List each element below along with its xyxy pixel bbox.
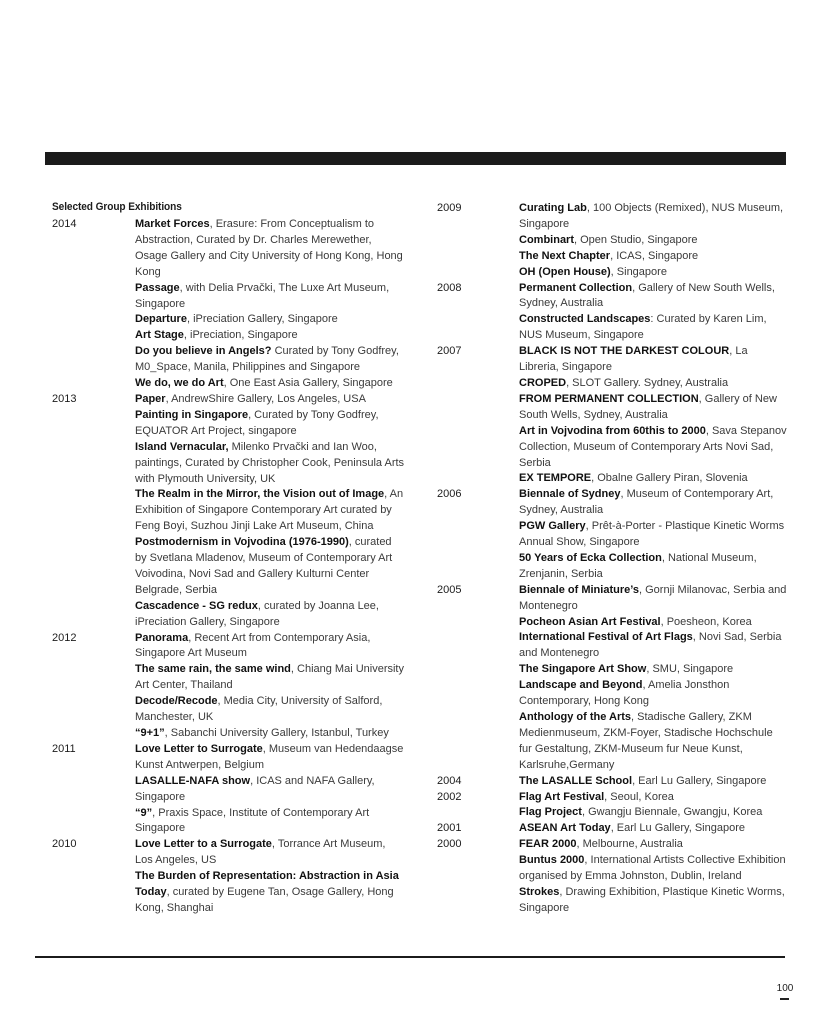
year-block — [437, 201, 787, 281]
exhibition-details: , Media City, University of Salford, Manchester, UK — [135, 695, 383, 724]
exhibition-title: Island Vernacular, — [135, 440, 229, 453]
exhibition-details: , Gornji Milanovac, Serbia and Montenegro — [519, 583, 787, 612]
exhibition-entry — [135, 281, 405, 313]
exhibition-list — [519, 774, 787, 790]
exhibition-details: , Torrance Art Museum, Los Angeles, US — [135, 838, 386, 867]
exhibition-title: BLACK IS NOT THE DARKEST COLOUR — [519, 345, 730, 358]
exhibition-entry — [519, 249, 787, 265]
header-bar — [45, 152, 786, 165]
exhibition-title: OH (Open House) — [519, 265, 611, 278]
exhibition-entry — [135, 440, 405, 488]
exhibition-title: Do you believe in Angels? — [135, 345, 272, 358]
right-column — [437, 201, 787, 917]
year-block — [437, 774, 787, 790]
exhibition-details: , Poesheon, Korea — [660, 615, 752, 628]
year-label: 2000 — [437, 838, 462, 851]
page-number: 100 — [776, 983, 794, 994]
exhibition-title: We do, we do Art — [135, 377, 224, 390]
exhibition-list — [519, 201, 787, 281]
page-number-dash — [780, 998, 789, 1000]
exhibition-title: Strokes — [519, 885, 560, 898]
exhibition-details: , Obalne Gallery Piran, Slovenia — [591, 472, 748, 485]
year-block — [437, 837, 787, 917]
year-block — [52, 742, 412, 837]
exhibition-title: PGW Gallery — [519, 520, 586, 533]
exhibition-entry — [135, 631, 405, 663]
exhibition-title: Departure — [135, 313, 187, 326]
exhibition-entry — [519, 678, 787, 710]
exhibition-list — [519, 821, 787, 837]
exhibition-details: , Melbourne, Australia — [576, 838, 683, 851]
year-block — [52, 392, 412, 631]
exhibition-entry — [519, 201, 787, 233]
exhibition-entry — [519, 344, 787, 376]
exhibition-details: , curated by Svetlana Mladenov, Museum of Contemporary Art Voivodina, Novi Sad and Gallery Kulturni Center Belgrade, Serbia — [135, 536, 393, 596]
exhibition-entry — [135, 344, 405, 376]
year-label: 2013 — [52, 392, 77, 405]
exhibition-entry — [519, 837, 787, 853]
exhibition-entry — [519, 519, 787, 551]
exhibition-title: “9+1” — [135, 727, 165, 739]
exhibition-details: , Recent Art from Contemporary Asia, Singapore Art Museum — [135, 631, 371, 660]
exhibition-title: Art in Vojvodina from 60this to 2000 — [519, 424, 706, 437]
year-label: 2006 — [437, 488, 462, 501]
exhibition-details: , An Exhibition of Singapore Contemporary Art curated by Feng Boyi, Suzhou Jinji Lake Art Museum, China — [135, 488, 404, 533]
exhibition-title: 50 Years of Ecka Collection — [519, 551, 662, 564]
left-column — [52, 217, 412, 917]
exhibition-details: , Prêt-à-Porter - Plastique Kinetic Worms Annual Show, Singapore — [519, 520, 785, 549]
exhibition-title: Decode/Recode — [135, 695, 218, 708]
exhibition-details: , One East Asia Gallery, Singapore — [223, 377, 393, 390]
year-label: 2009 — [437, 202, 462, 214]
exhibition-details: , Curated by Tony Godfrey, EQUATOR Art Project, singapore — [135, 408, 379, 437]
exhibition-details: , Earl Lu Gallery, Singapore — [632, 774, 767, 787]
exhibition-list — [135, 631, 405, 742]
year-label: 2014 — [52, 218, 77, 230]
exhibition-title: CROPED — [519, 376, 567, 389]
exhibition-entry — [519, 583, 787, 615]
exhibition-title: The Next Chapter — [519, 249, 611, 262]
exhibition-details: , ICAS and NAFA Gallery, Singapore — [135, 774, 375, 803]
exhibition-title: Biennale of Sydney — [519, 488, 621, 501]
exhibition-details: , Drawing Exhibition, Plastique Kinetic Worms, Singapore — [519, 885, 785, 914]
exhibition-entry — [519, 265, 787, 281]
exhibition-title: Art Stage — [135, 329, 184, 342]
exhibition-title: The same rain, the same wind — [135, 663, 291, 676]
exhibition-details: , Chiang Mai University Art Center, Thailand — [135, 663, 404, 692]
exhibition-details: , International Artists Collective Exhibition organised by Emma Johnston, Dublin, Ireland — [519, 854, 786, 883]
exhibition-details: Curated by Tony Godfrey, M0_Space, Manila, Philippines and Singapore — [135, 345, 399, 374]
exhibition-title: Postmodernism in Vojvodina (1976-1990) — [135, 536, 349, 549]
exhibition-title: International Festival of Art Flags — [519, 631, 693, 644]
exhibition-title: Panorama — [135, 631, 189, 644]
exhibition-details: , Erasure: From Conceptualism to Abstraction, Curated by Dr. Charles Merewether, Osage Gallery and City University of Hong Kong, Hong Kong — [135, 218, 403, 278]
exhibition-details: , ICAS, Singapore — [610, 249, 699, 262]
exhibition-entry — [135, 408, 405, 440]
exhibition-list — [519, 583, 787, 774]
exhibition-title: LASALLE-NAFA show — [135, 774, 251, 787]
exhibition-title: Anthology of the Arts — [519, 711, 632, 723]
exhibition-details: , Novi Sad, Serbia and Montenegro — [519, 631, 782, 660]
exhibition-title: Flag Project — [519, 806, 582, 819]
exhibition-entry — [519, 281, 787, 313]
exhibition-title: Love Letter to a Surrogate — [135, 838, 272, 851]
exhibition-title: EX TEMPORE — [519, 472, 592, 485]
exhibition-details: , curated by Joanna Lee, iPreciation Gallery, Singapore — [135, 599, 379, 628]
year-block — [437, 790, 787, 822]
exhibition-list — [519, 281, 787, 345]
exhibition-title: “9” — [135, 806, 153, 819]
exhibition-title: Flag Art Festival — [519, 790, 605, 803]
exhibition-details: , SLOT Gallery. Sydney, Australia — [566, 376, 729, 389]
exhibition-title: Cascadence - SG redux — [135, 599, 258, 612]
exhibition-details: , Gallery of New South Wells, Sydney, Australia — [519, 281, 775, 310]
exhibition-title: Love Letter to Surrogate — [135, 742, 263, 755]
exhibition-details: , Seoul, Korea — [604, 790, 674, 803]
exhibition-list — [135, 217, 405, 392]
exhibition-title: The LASALLE School — [519, 774, 633, 787]
exhibition-entry — [135, 312, 405, 328]
exhibition-title: Painting in Singapore — [135, 408, 249, 421]
exhibition-title: Buntus 2000 — [519, 854, 585, 867]
exhibition-entry — [135, 742, 405, 774]
exhibition-details: , Gwangju Biennale, Gwangju, Korea — [581, 806, 763, 819]
exhibition-details: , AndrewShire Gallery, Los Angeles, USA — [165, 392, 366, 405]
year-block — [437, 583, 787, 774]
exhibition-entry — [135, 694, 405, 726]
exhibition-details: , curated by Eugene Tan, Osage Gallery, Hong Kong, Shanghai — [135, 886, 394, 914]
year-block — [52, 631, 412, 742]
year-label: 2008 — [437, 281, 462, 294]
exhibition-details: , Singapore — [610, 265, 667, 278]
exhibition-details: , Amelia Jonsthon Contemporary, Hong Kong — [519, 679, 730, 708]
year-label: 2007 — [437, 345, 462, 358]
exhibition-title: The Singapore Art Show — [519, 663, 647, 676]
exhibition-entry — [519, 312, 787, 344]
exhibition-details: , Sava Stepanov Collection, Museum of Contemporary Arts Novi Sad, Serbia — [519, 424, 787, 469]
exhibition-entry — [519, 805, 787, 821]
exhibition-title: Permanent Collection — [519, 281, 633, 294]
exhibition-entry — [135, 837, 405, 869]
exhibition-entry — [135, 376, 405, 392]
year-label: 2002 — [437, 790, 462, 803]
exhibition-entry — [519, 376, 787, 392]
exhibition-entry — [519, 662, 787, 678]
exhibition-details: , Museum van Hedendaagse Kunst Antwerpen, Belgium — [135, 742, 404, 771]
exhibition-title: Landscape and Beyond — [519, 679, 643, 692]
exhibition-entry — [519, 774, 787, 790]
year-block — [437, 487, 787, 582]
exhibition-details: , Gallery of New South Wells, Sydney, Australia — [519, 392, 777, 421]
exhibition-entry — [135, 487, 405, 535]
year-label: 2011 — [52, 742, 76, 755]
exhibition-entry — [135, 806, 405, 838]
exhibition-details: , 100 Objects (Remixed), NUS Museum, Singapore — [519, 202, 784, 230]
exhibition-entry — [519, 471, 787, 487]
exhibition-details: , SMU, Singapore — [646, 663, 734, 676]
exhibition-details: , with Delia Prvački, The Luxe Art Museum, Singapore — [135, 281, 390, 310]
exhibition-details: Milenko Prvački and Ian Woo, paintings, Curated by Christopher Cook, Peninsula Arts with Plymouth University, UK — [135, 440, 405, 485]
exhibition-details: , Sabanchi University Gallery, Istanbul, Turkey — [164, 727, 389, 739]
exhibition-entry — [519, 615, 787, 631]
exhibition-entry — [519, 885, 787, 917]
exhibition-title: FEAR 2000 — [519, 838, 577, 851]
exhibition-entry — [135, 726, 405, 742]
exhibition-details: , Stadische Gallery, ZKM Medienmuseum, ZKM-Foyer, Stadische Hochschule fur Gestaltung, ZKM-Museum fur Neue Kunst, Karlsruhe,Germany — [519, 711, 773, 771]
year-block — [437, 281, 787, 345]
exhibition-details: , Open Studio, Singapore — [574, 233, 698, 246]
exhibition-details: , iPreciation Gallery, Singapore — [186, 313, 338, 326]
exhibition-entry — [135, 599, 405, 631]
exhibition-list — [135, 742, 405, 837]
exhibition-list — [519, 344, 787, 487]
exhibition-entry — [519, 630, 787, 662]
exhibition-entry — [135, 869, 405, 917]
exhibition-title: Market Forces — [135, 218, 210, 230]
exhibition-entry — [135, 774, 405, 806]
year-block — [437, 821, 787, 837]
exhibition-list — [519, 837, 787, 917]
exhibition-list — [135, 392, 405, 631]
exhibition-details: , Praxis Space, Institute of Contemporary Art Singapore — [135, 806, 370, 835]
exhibition-title: The Realm in the Mirror, the Vision out of Image — [135, 488, 385, 501]
exhibition-entry — [519, 487, 787, 519]
exhibition-entry — [519, 710, 787, 774]
exhibition-entry — [519, 790, 787, 806]
year-label: 2010 — [52, 838, 77, 851]
exhibition-title: FROM PERMANENT COLLECTION — [519, 392, 699, 405]
exhibition-entry — [135, 535, 405, 599]
exhibition-list — [519, 487, 787, 582]
exhibition-list — [519, 790, 787, 822]
exhibition-entry — [519, 424, 787, 472]
section-title: Selected Group Exhibitions — [52, 201, 182, 213]
exhibition-details: , Museum of Contemporary Art, Sydney, Australia — [519, 488, 774, 517]
exhibition-details: , iPreciation, Singapore — [183, 329, 298, 342]
year-label: 2004 — [437, 774, 462, 787]
exhibition-title: Constructed Landscapes — [519, 313, 651, 326]
exhibition-entry — [519, 392, 787, 424]
exhibition-entry — [135, 328, 405, 344]
exhibition-title: Curating Lab — [519, 202, 587, 214]
exhibition-title: Biennale of Miniature’s — [519, 583, 640, 596]
year-block — [52, 837, 412, 917]
footer-rule — [35, 956, 785, 958]
exhibition-entry — [519, 233, 787, 249]
exhibition-entry — [519, 853, 787, 885]
exhibition-details: , La Libreria, Singapore — [519, 345, 748, 374]
exhibition-entry — [135, 392, 405, 408]
exhibition-entry — [135, 662, 405, 694]
exhibition-details: , National Museum, Zrenjanin, Serbia — [519, 551, 757, 580]
year-label: 2001 — [437, 822, 462, 835]
exhibition-details: : Curated by Karen Lim, NUS Museum, Singapore — [519, 313, 767, 342]
exhibition-entry — [519, 551, 787, 583]
exhibition-title: Combinart — [519, 233, 574, 246]
exhibition-entry — [519, 821, 787, 837]
exhibition-title: Paper — [135, 392, 166, 405]
year-block — [52, 217, 412, 392]
exhibition-list — [135, 837, 405, 917]
exhibition-title: ASEAN Art Today — [519, 822, 611, 835]
year-label: 2005 — [437, 583, 462, 596]
year-block — [437, 344, 787, 487]
exhibition-details: , Earl Lu Gallery, Singapore — [610, 822, 745, 835]
exhibition-title: Pocheon Asian Art Festival — [519, 615, 661, 628]
exhibition-title: The Burden of Representation: Abstraction in Asia Today — [135, 870, 399, 899]
exhibition-entry — [135, 217, 405, 281]
year-label: 2012 — [52, 631, 77, 644]
exhibition-title: Passage — [135, 281, 180, 294]
